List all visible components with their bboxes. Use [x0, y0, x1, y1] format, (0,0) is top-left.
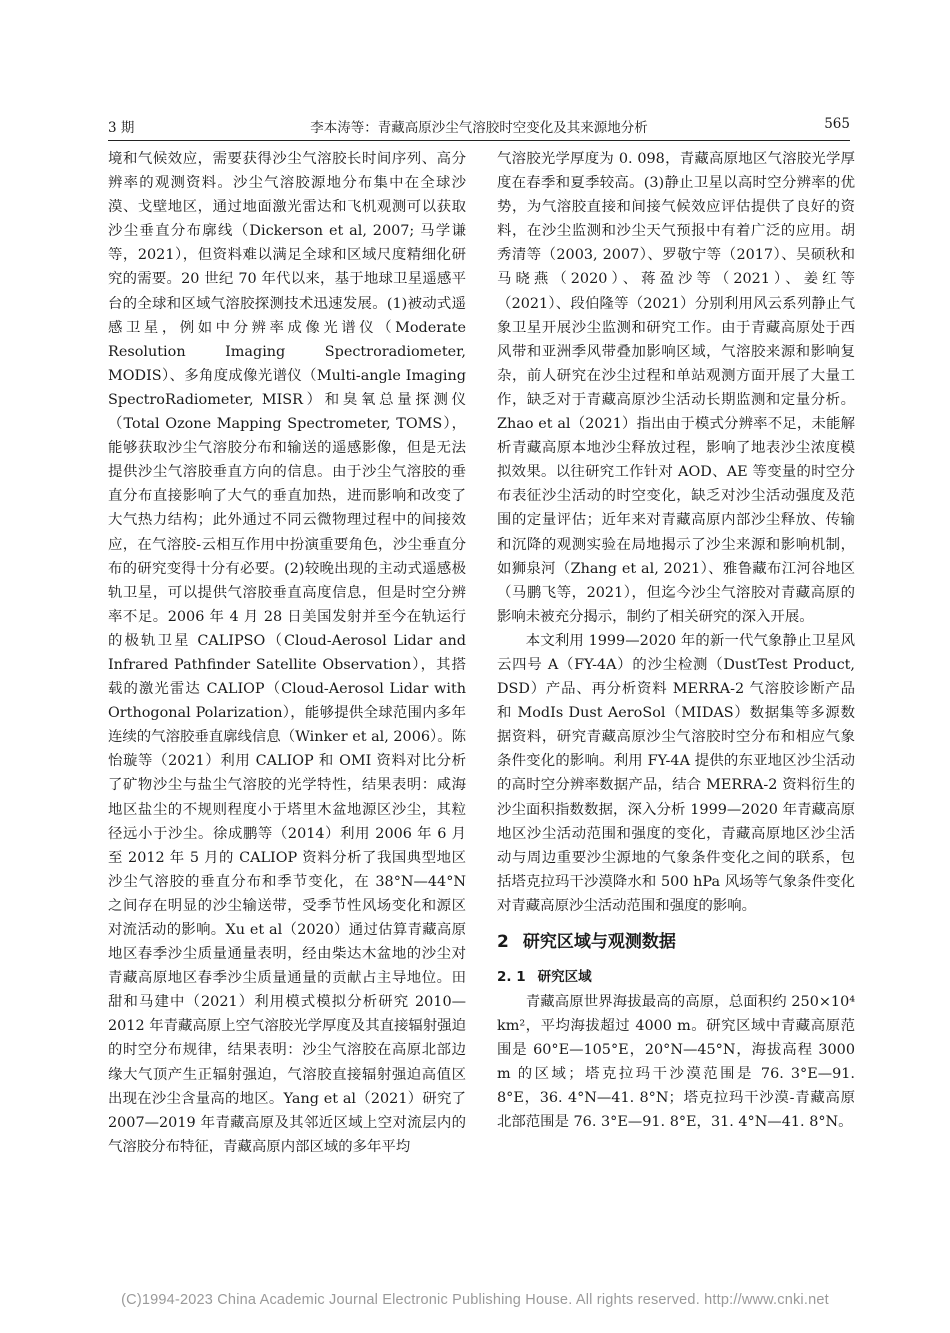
issue-number: 3 期 [108, 120, 135, 136]
section-heading [497, 930, 855, 954]
subsection-heading [497, 966, 855, 988]
copyright-footer: (C)1994-2023 China Academic Journal Electronic Publishing House. All rights reserved. http://www.cnki.net [121, 1292, 829, 1308]
subsection-number: 2. 1 [497, 969, 526, 985]
running-header [108, 116, 850, 142]
body-paragraph: 青藏高原世界海拔最高的高原，总面积约 250×10⁴ km²，平均海拔超过 4000 m。研究区域中青藏高原范围是 60°E—105°E，20°N—45°N，海拔高程 3000 m 的区域；塔克拉玛干沙漠范围是 76. 3°E—91. 8°E，36. 4°N—41. 8°N；塔克拉玛干沙漠-青藏高原北部范围是 76. 3°E—91. 8°E，31. 4°N—41. 8°N。 [497, 994, 855, 1131]
section-number: 2 [497, 932, 509, 952]
section-title: 研究区域与观测数据 [522, 932, 676, 952]
right-column [497, 147, 855, 1135]
running-title: 李本涛等：青藏高原沙尘气溶胶时空变化及其来源地分析 [310, 120, 648, 136]
left-column [108, 147, 466, 1159]
header-rule [108, 140, 850, 141]
body-paragraph: 气溶胶光学厚度为 0. 098，青藏高原地区气溶胶光学厚度在春季和夏季较高。(3)静止卫星以高时空分辨率的优势，为气溶胶直接和间接气候效应评估提供了良好的资料，在沙尘监测和沙尘天气预报中有着广泛的应用。胡秀清等（2003, 2007）、罗敬宁等（2017）、吴硕秋和马晓燕（2020）、蒋盈沙等（2021）、姜红等（2021）、段伯隆等（2021）分别利用风云系列静止气象卫星开展沙尘监测和研究工作。由于青藏高原处于西风带和亚洲季风带叠加影响区域，气溶胶来源和影响复杂，前人研究在沙尘过程和单站观测方面开展了大量工作，缺乏对于青藏高原沙尘活动长期监测和定量分析。Zhao et al（2021）指出由于模式分辨率不足，未能解析青藏高原本地沙尘释放过程，影响了地表沙尘浓度模拟效果。以往研究工作针对 AOD、AE 等变量的时空分布表征沙尘活动的时空变化，缺乏对沙尘活动强度及范围的定量评估；近年来对青藏高原内部沙尘释放、传输和沉降的观测实验在局地揭示了沙尘来源和影响机制，如狮泉河（Zhang et al, 2021）、雅鲁藏布江河谷地区（马鹏飞等，2021），但迄今沙尘气溶胶对青藏高原的影响未被充分揭示，制约了相关研究的深入开展。 [497, 151, 855, 625]
body-paragraph: 境和气候效应，需要获得沙尘气溶胶长时间序列、高分辨率的观测资料。沙尘气溶胶源地分布集中在全球沙漠、戈壁地区，通过地面激光雷达和飞机观测可以获取沙尘垂直分布廓线（Dickerson et al, 2007; 马学谦等，2021），但资料难以满足全球和区域尺度精细化研究的需要。20 世纪 70 年代以来，基于地球卫星遥感平台的全球和区域气溶胶探测技术迅速发展。(1)被动式遥感卫星，例如中分辨率成像光谱仪（Moderate Resolution Imaging Spectroradiometer, MODIS）、多角度成像光谱仪（Multi-angle Imaging SpectroRadiometer, MISR）和臭氧总量探测仪（Total Ozone Mapping Spectrometer, TOMS），能够获取沙尘气溶胶分布和输送的遥感影像，但是无法提供沙尘气溶胶垂直方向的信息。由于沙尘气溶胶的垂直分布直接影响了大气的垂直加热，进而影响和改变了大气热力结构；此外通过不同云微物理过程中的间接效应，在气溶胶-云相互作用中扮演重要角色，沙尘垂直分布的研究变得十分有必要。(2)较晚出现的主动式遥感极轨卫星，可以提供气溶胶垂直高度信息，但是时空分辨率不足。2006 年 4 月 28 日美国发射并至今在轨运行的极轨卫星 CALIPSO（Cloud-Aerosol Lidar and Infrared Pathfinder Satellite Observation），其搭载的激光雷达 CALIOP（Cloud-Aerosol Lidar with Orthogonal Polarization），能够提供全球范围内多年连续的气溶胶垂直廓线信息（Winker et al, 2006）。陈怡璇等（2021）利用 CALIOP 和 OMI 资料对比分析了矿物沙尘与盐尘气溶胶的光学特性，结果表明：咸海地区盐尘的不规则程度小于塔里木盆地源区沙尘，其粒径远小于沙尘。徐成鹏等（2014）利用 2006 年 6 月至 2012 年 5 月的 CALIOP 资料分析了我国典型地区沙尘气溶胶的垂直分布和季节变化，在 38°N—44°N 之间存在明显的沙尘输送带，受季节性风场变化和源区对流活动的影响。Xu et al（2020）通过估算青藏高原地区春季沙尘质量通量表明，经由柴达木盆地的沙尘对青藏高原地区春季沙尘质量通量的贡献占主导地位。田甜和马建中（2021）利用模式模拟分析研究 2010—2012 年青藏高原上空气溶胶光学厚度及其直接辐射强迫的时空分布规律，结果表明：沙尘气溶胶在高原北部边缘大气顶产生正辐射强迫，气溶胶直接辐射强迫高值区出现在沙尘含量高的地区。Yang et al（2021）研究了 2007—2019 年青藏高原及其邻近区域上空对流层内的气溶胶分布特征，青藏高原内部区域的多年平均 [108, 151, 466, 1155]
subsection-title: 研究区域 [537, 969, 592, 985]
page-number: 565 [824, 116, 850, 132]
body-paragraph: 本文利用 1999—2020 年的新一代气象静止卫星风云四号 A（FY-4A）的沙尘检测（DustTest Product, DSD）产品、再分析资料 MERRA-2 气溶胶诊断产品和 ModIs Dust AeroSol（MIDAS）数据集等多源数据资料，研究青藏高原沙尘气溶胶时空分布和相应气象条件变化的影响。利用 FY-4A 提供的东亚地区沙尘活动的高时空分辨率数据产品，结合 MERRA-2 资料衍生的沙尘面积指数数据，深入分析 1999—2020 年青藏高原地区沙尘活动范围和强度的变化，青藏高原地区沙尘活动与周边重要沙尘源地的气象条件变化之间的联系，包括塔克拉玛干沙漠降水和 500 hPa 风场等气象条件变化对青藏高原沙尘活动范围和强度的影响。 [497, 632, 855, 914]
